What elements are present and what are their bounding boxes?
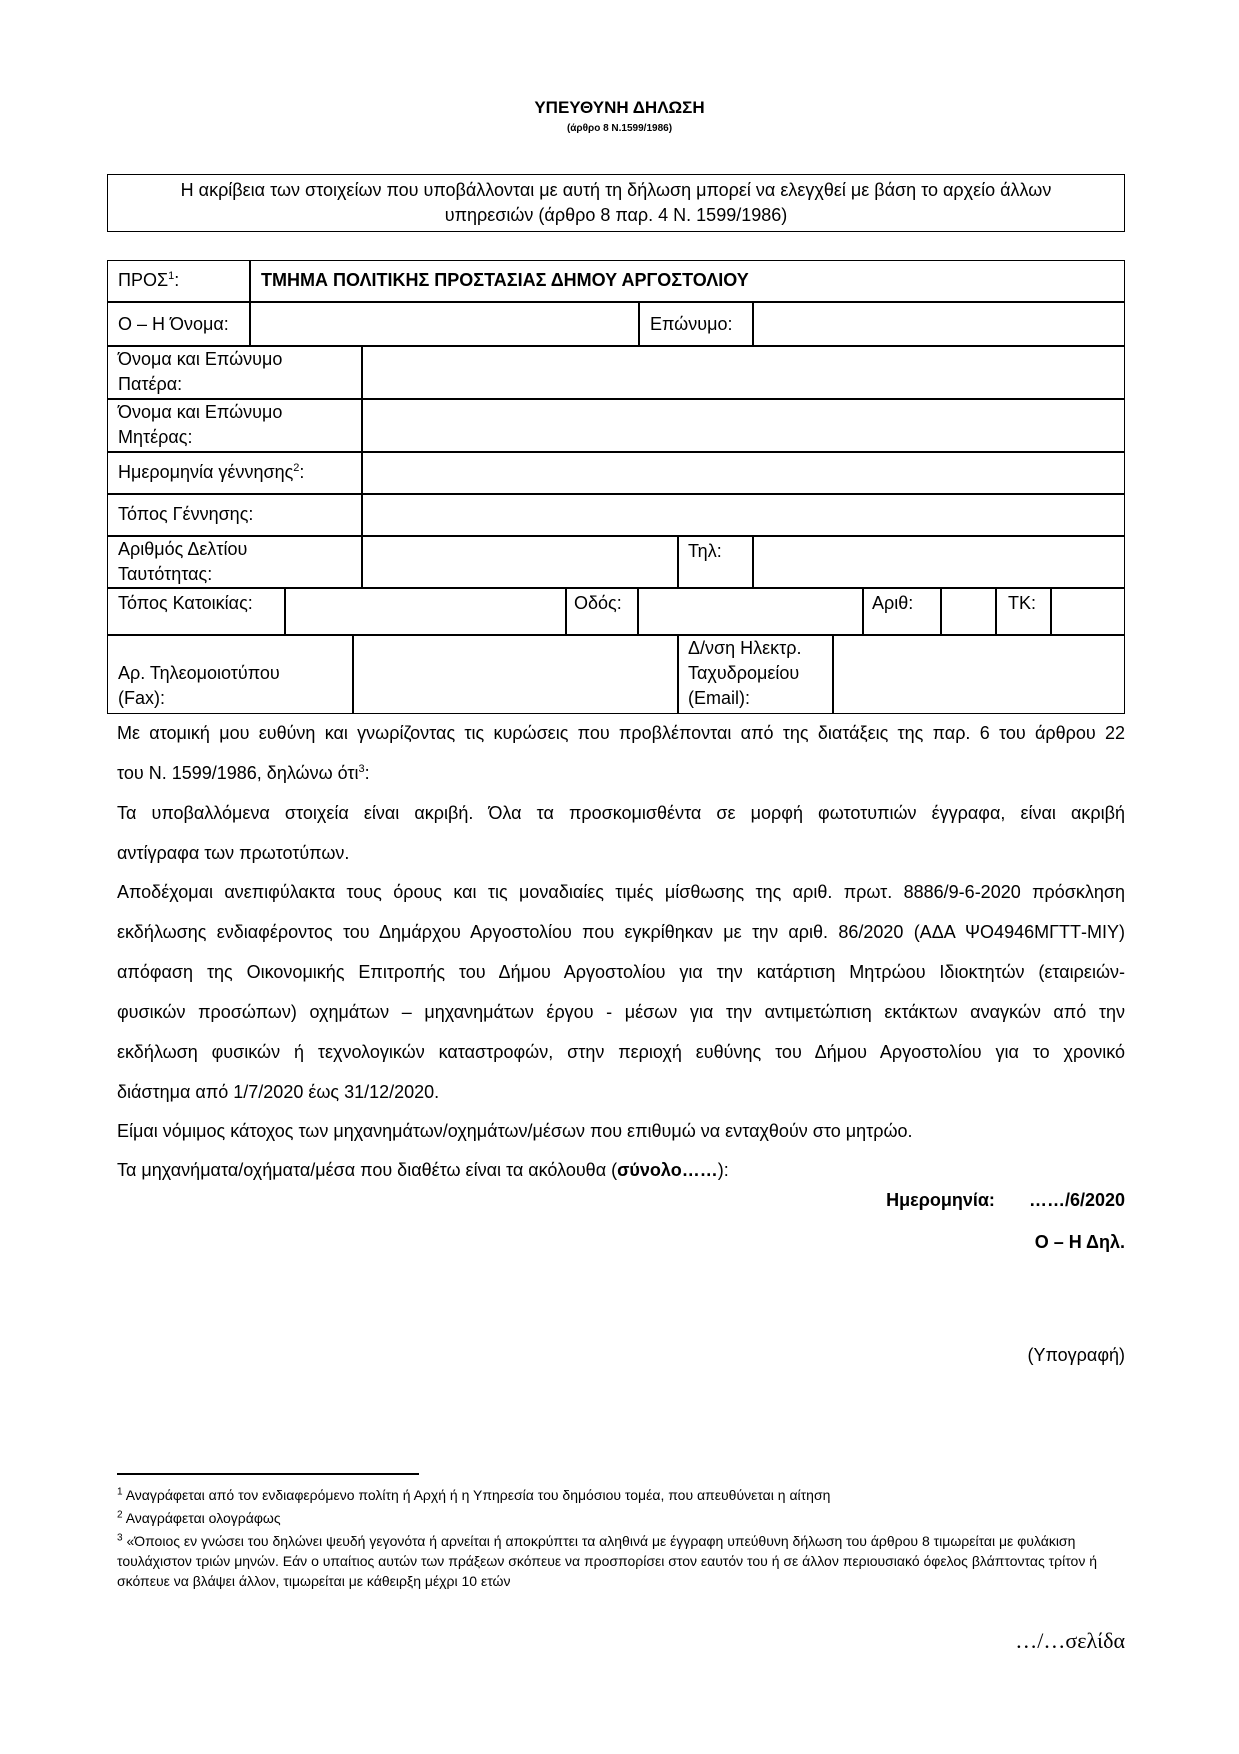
declarant-label: Ο – Η Δηλ. [1034, 1232, 1125, 1252]
surname-label: Επώνυμο: [650, 314, 733, 334]
number-label: Αριθ: [872, 593, 914, 613]
page-reference: …/…σελίδα [1015, 1628, 1125, 1653]
date-label: Ημερομηνία: [886, 1190, 995, 1210]
declaration-form [107, 260, 1125, 714]
date-value: ……/6/2020 [1028, 1190, 1125, 1210]
fax-label: Αρ. Τηλεομοιοτύπου (Fax): [118, 663, 280, 708]
declaration-statement-3: Είμαι νόμιμος κάτοχος των μηχανημάτων/οχημάτων/μέσων που επιθυμώ να ενταχθούν στο μητρώο. [117, 1121, 913, 1141]
footnote-2: $^2$ Αναγράφεται ολογράφως [117, 1509, 281, 1526]
street-field[interactable] [639, 589, 862, 634]
document-title: ΥΠΕΥΘΥΝΗ ΔΗΛΩΣΗ [534, 98, 705, 117]
declaration-statement-1: Τα υποβαλλόμενα στοιχεία είναι ακριβή. Όλα τα προσκομισθέντα σε μορφή φωτοτυπιών έγγραφα, είναι ακριβή αντίγραφα των πρωτοτύπων. [117, 803, 1125, 863]
declaration-intro: Με ατομική μου ευθύνη και γνωρίζοντας τις κυρώσεις που προβλέπονται από της διατάξεις της παρ. 6 του άρθρου 22 του Ν. 1599/1986, δηλώνω ότι$^3$: [117, 723, 1125, 783]
residence-label: Τόπος Κατοικίας: [118, 593, 253, 613]
declaration-statement-2: Αποδέχομαι ανεπιφύλακτα τους όρους και τις μοναδιαίες τιμές μίσθωσης της αριθ. πρωτ. 8886/9-6-2020 πρόσκληση εκδήλωσης ενδιαφέροντος του Δημάρχου Αργοστολίου που εγκρίθηκαν με την αριθ. 86/2020 (ΑΔΑ ΨΟ4946ΜΓΤΤ-ΜΙΥ) απόφαση της Οικονομικής Επιτροπής του Δήμου Αργοστολίου για την κατάρτιση Μητρώου Ιδιοκτητών (εταιρειών- φυσικών προσώπων) οχημάτων – μηχανημάτων έργου - μέσων για την αντιμετώπιση εκτάκτων αναγκών από την εκδήλωση φυσικών ή τεχνολογικών καταστροφών, στην περιοχή ευθύνης του Δήμου Αργοστολίου για το χρονικό διάστημα από 1/7/2020 έως 31/12/2020. [117, 882, 1125, 1102]
signature-label: (Υπογραφή) [1027, 1345, 1125, 1365]
accuracy-notice: Η ακρίβεια των στοιχείων που υποβάλλονται με αυτή τη δήλωση μπορεί να ελεγχθεί με βάση το αρχείο άλλων υπηρεσιών (άρθρο 8 παρ. 4 Ν. 1599/1986) [107, 174, 1125, 232]
footnote-3: $^3$ «Όποιος εν γνώσει του δηλώνει ψευδή γεγονότα ή αρνείται ή αποκρύπτει τα αληθινά με έγγραφη υπεύθυνη δήλωση του άρθρου 8 τιμωρείται με φυλάκιση τουλάχιστον τριών μηνών. Εάν ο υπαίτιος αυτών των πράξεων σκόπευε να προσπορίσει στον εαυτόν του ή σε άλλον περιουσιακό όφελος βλάπτοντας τρίτον ή σκόπευε να βλάψει άλλον, τιμωρείται με κάθειρξη μέχρι 10 ετών [117, 1532, 1097, 1589]
to-recipient: ΤΜΗΜΑ ΠΟΛΙΤΙΚΗΣ ΠΡΟΣΤΑΣΙΑΣ ΔΗΜΟΥ ΑΡΓΟΣΤΟΛΙΟΥ [261, 270, 749, 290]
email-label: Δ/νση Ηλεκτρ. Ταχυδρομείου (Email): [688, 638, 802, 708]
id-card-label: Αριθμός Δελτίου Ταυτότητας: [118, 539, 248, 584]
email-field[interactable] [834, 636, 1124, 713]
birthdate-label: Ημερομηνία γέννησης$^2$: [118, 462, 305, 482]
name-field[interactable] [248, 303, 638, 345]
id-card-field[interactable] [363, 537, 677, 587]
birthdate-field[interactable] [363, 453, 1123, 493]
declaration-statement-4: Τα μηχανήματα/οχήματα/μέσα που διαθέτω είναι τα ακόλουθα (σύνολο……): [117, 1160, 729, 1180]
father-label: Όνομα και Επώνυμο Πατέρα: [118, 349, 283, 394]
street-label: Οδός: [574, 593, 622, 613]
postal-code-label: ΤΚ: [1008, 593, 1037, 613]
postal-code-field[interactable] [1052, 589, 1124, 634]
phone-label: Τηλ: [688, 541, 722, 561]
residence-field[interactable] [286, 589, 565, 634]
birthplace-label: Τόπος Γέννησης: [118, 504, 254, 524]
footnote-1: $^1$ Αναγράφεται από τον ενδιαφερόμενο πολίτη ή Αρχή ή η Υπηρεσία του δημόσιου τομέα, που απευθύνεται η αίτηση [117, 1486, 831, 1503]
father-name-field[interactable] [363, 347, 1123, 398]
to-label: ΠΡΟΣ$^1$: [118, 270, 180, 290]
phone-field[interactable] [754, 537, 1124, 587]
surname-field[interactable] [754, 303, 1124, 345]
footnote-separator [117, 1473, 419, 1475]
document-subtitle: (άρθρο 8 Ν.1599/1986) [566, 123, 673, 134]
date-line [886, 1190, 1125, 1211]
mother-name-field[interactable] [363, 400, 1123, 451]
mother-label: Όνομα και Επώνυμο Μητέρας: [118, 402, 283, 447]
number-field[interactable] [942, 589, 995, 634]
name-label: Ο – Η Όνομα: [118, 314, 229, 334]
birthplace-field[interactable] [363, 495, 1123, 535]
fax-field[interactable] [354, 636, 677, 713]
